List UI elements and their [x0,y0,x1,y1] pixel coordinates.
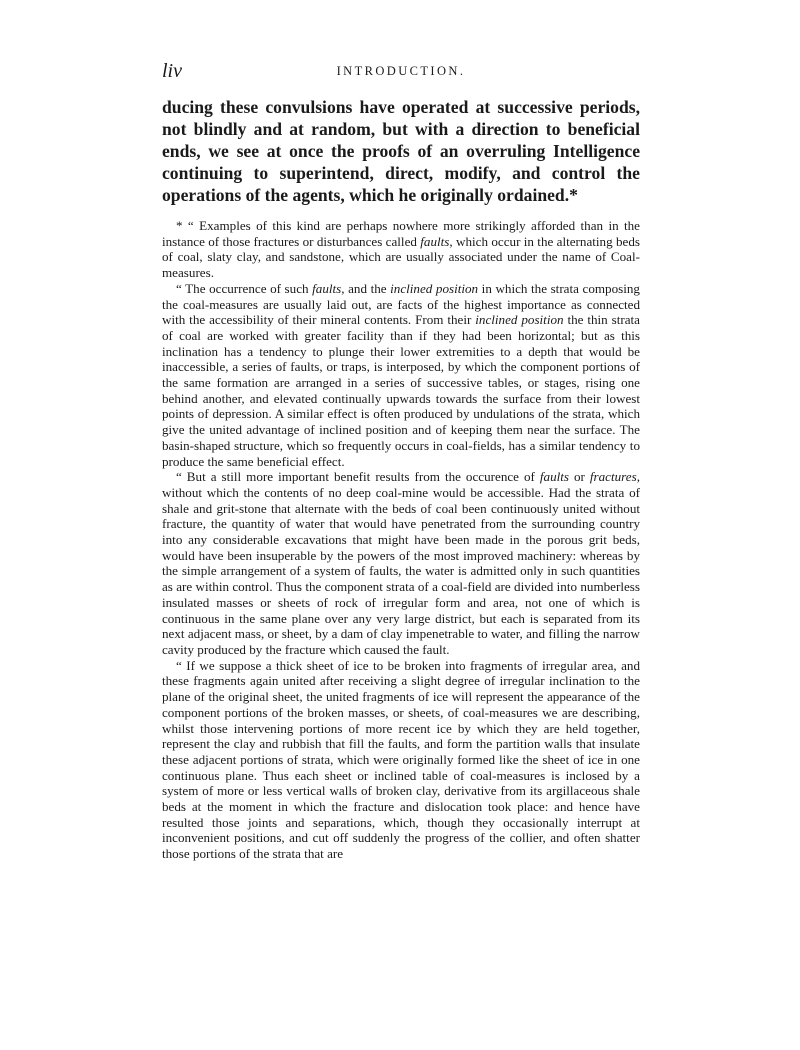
footnote-italic-term: faults [539,469,569,485]
page-number: liv [162,60,182,82]
footnote-italic-term: fractures [589,469,637,485]
footnote-italic-term: inclined position [475,312,564,328]
main-text-line: continuing to superintend, direct, modify, and control the [162,163,640,183]
main-text-line: ducing these convulsions have operated at successive periods, [162,97,640,117]
footnote-paragraph [162,218,640,281]
footnote-text: “ But a still more important benefit results from the occurence of [176,469,540,485]
footnote-paragraph [162,281,640,469]
footnote-text: , which occur in the alternating beds of coal, slaty clay, and sandstone, which are usually associated under the name of Coal-measures. [162,233,640,281]
footnote-text: or [569,469,590,485]
main-text-line: ends, we see at once the proofs of an overruling Intelligence [162,141,640,161]
footnote-italic-term: faults [312,280,342,296]
footnote-paragraph [162,469,640,657]
footnote [162,218,640,862]
footnote-text: the thin strata of coal are worked with greater facility than if they had been horizontal; but as this inclination has a tendency to plunge their lower extremities to a depth that would be inaccessible, a series of faults, or traps, is interposed, by which the component portions of the same formation are arranged in a series of successive tables, or stages, rising one behind another, and elevated continually upwards towards the surface from their lowest points of depression. A similar effect is often produced by undulations of the strata, which give the united advantage of inclined position and of keeping them near the surface. The basin-shaped structure, which so frequently occurs in coal-fields, has a similar tendency to produce the same beneficial effect. [162,312,640,469]
main-text-line: not blindly and at random, but with a direction to beneficial [162,119,640,139]
footnote-text: “ The occurrence of such [176,280,313,296]
footnote-text: “ If we suppose a thick sheet of ice to be broken into fragments of irregular area, and these fragments again united after receiving a slight degree of irregular inclination to the plane of the original sheet, the united fragments of ice will represent the appearance of the component portions of the broken masses, or sheets, of coal-measures we are describing, whilst those intervening portions of more recent ice by which they are held together, represent the clay and rubbish that fill the faults, and form the partition walls that insulate these adjacent portions of strata, which were originally formed like the sheet of ice in one continuous plane. Thus each sheet or inclined table of coal-measures is inclosed by a system of more or less vertical walls of broken clay, derivative from its argillaceous shale beds at the moment in which the fracture and dislocation took place: and hence have resulted those joints and separations, which, though they occasionally interrupt at inconvenient positions, and cut off suddenly the progress of the collier, and often shatter those portions of the strata that are [162,657,640,862]
footnote-text: , without which the contents of no deep coal-mine would be accessible. Had the strata of shale and grit-stone that alternate with the beds of coal been continuously united without fracture, the quantity of water that would have penetrated from the surrounding country into any considerable excavations that might have been made in the porous grit beds, would have been insuperable by the powers of the most improved machinery: whereas by the simple arrangement of a system of faults, the water is admitted only in such quantities as are within control. Thus the component strata of a coal-field are divided into numberless insulated masses or sheets of rock of irregular form and area, not one of which is continuous in the same plane over any very large district, but each is separated from its next adjacent mass, or sheet, by a dam of clay impenetrable to water, and filling the narrow cavity produced by the fracture which caused the fault. [162,469,640,657]
footnote-text: in which the strata composing the coal-measures are usually laid out, are facts of the highest importance as connected with the accessibility of their mineral contents. From their [162,280,640,328]
footnote-paragraph [162,658,640,862]
footnote-text: * “ Examples of this kind are perhaps nowhere more strikingly afforded than in the instance of those fractures or disturbances called [162,218,640,249]
running-head [162,60,640,84]
footnote-italic-term: faults [420,233,450,249]
footnote-italic-term: inclined position [390,280,479,296]
main-text-line: operations of the agents, which he originally ordained.* [162,185,578,205]
main-text [162,96,640,206]
footnote-text: , and the [341,280,391,296]
running-title: INTRODUCTION. [336,64,466,78]
